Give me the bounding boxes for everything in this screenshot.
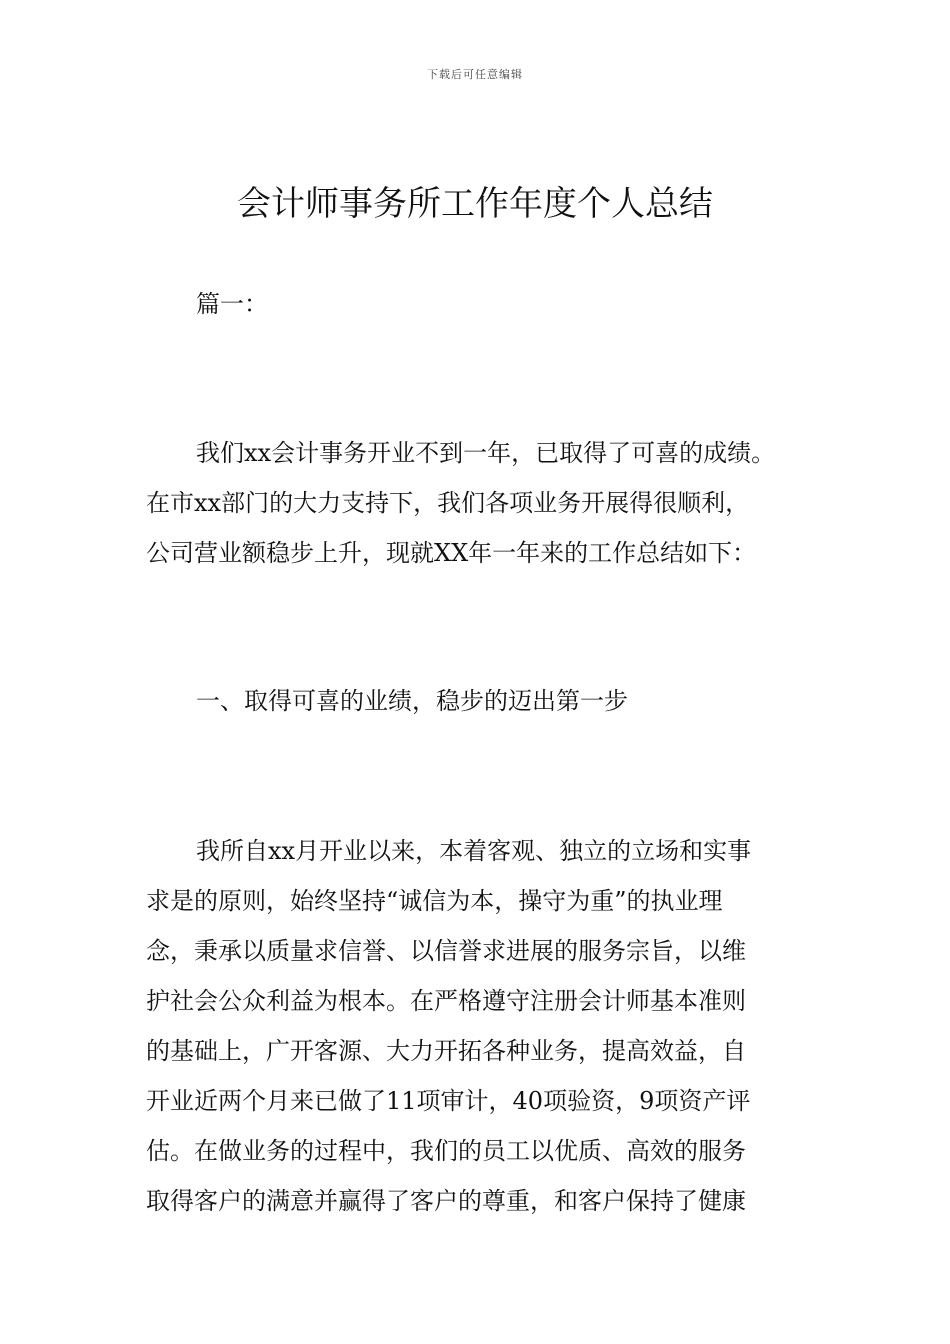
section-label: 篇一： (196, 290, 268, 318)
paragraph-line: 在市xx部门的大力支持下，我们各项业务开展得很顺利， (146, 489, 750, 517)
section-heading (146, 676, 816, 726)
paragraph-line: 公司营业额稳步上升，现就XX年一年来的工作总结如下： (146, 539, 757, 567)
paragraph-line: 念，秉承以质量求信誉、以信誉求进展的服务宗旨，以维 (146, 937, 746, 965)
paragraph-line: 我们xx会计事务开业不到一年，已取得了可喜的成绩。 (196, 439, 776, 467)
header-note: 下载后可任意编辑 (427, 68, 523, 81)
paragraph-line: 我所自xx月开业以来，本着客观、独立的立场和实事 (196, 837, 752, 865)
paragraph-line: 护社会公众利益为根本。在严格遵守注册会计师基本准则 (146, 987, 746, 1015)
paragraph-line: 估。在做业务的过程中，我们的员工以优质、高效的服务 (146, 1137, 746, 1165)
paragraph-line: 取得客户的满意并赢得了客户的尊重，和客户保持了健康 (146, 1187, 746, 1215)
intro-paragraph (146, 428, 816, 578)
document-title: 会计师事务所工作年度个人总结 (237, 184, 713, 224)
paragraph-line: 开业近两个月来已做了11项审计，40项验资，9项资产评 (146, 1087, 751, 1115)
paragraph-line: 求是的原则，始终坚持“诚信为本，操守为重”的执业理 (146, 887, 723, 915)
section-heading-text: 一、取得可喜的业绩，稳步的迈出第一步 (196, 687, 628, 715)
body-paragraph (146, 826, 816, 1226)
paragraph-line: 的基础上，广开客源、大力开拓各种业务，提高效益，自 (146, 1037, 746, 1065)
